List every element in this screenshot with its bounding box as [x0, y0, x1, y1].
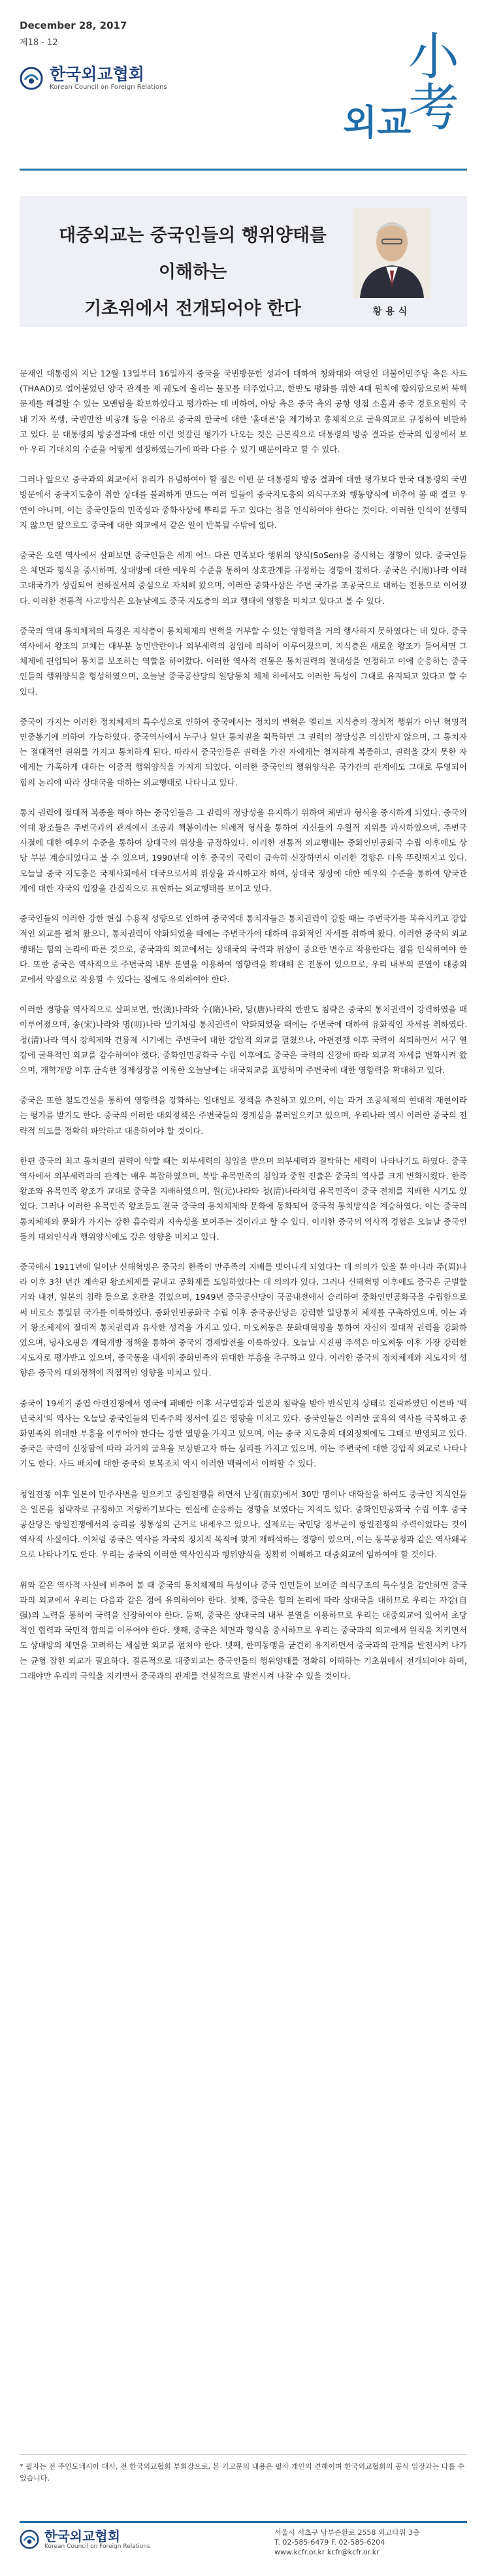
paragraph: 통치 권력에 절대적 복종을 해야 하는 중국인들은 그 권력의 정당성을 유지하기 위하여 체면과 형식을 중시하게 되었다. 중국의 역대 왕조들은 주변국과의 관계에서 조공과 책봉이라는 의례적 형식을 통하여 자신들의 우월적 지위를 과시하였으며, 주변국 사절에 대한 예우의 수준을 통하여 상대국의 위상을 규정하였다. 이러한 전통적 외교행태는 중화인민공화국 수립 이후에도 상당 부분 계승되었다고 볼 수 있으며, 1990년대 이후 중국의 국력이 급속히 신장하면서 이러한 경향은 더욱 뚜렷해지고 있다. 오늘날 중국 지도층은 국제사회에서 대국으로서의 위상을 과시하고자 하며, 상대국 정상에 대한 예우의 수준을 통하여 양국관계에 대한 자국의 입장을 간접적으로 표현하는 외교행태를 보이고 있다.	[20, 807, 467, 893]
footer-phone: T. 02-585-6479 F. 02-585-6204	[274, 2538, 385, 2547]
article-title	[49, 218, 336, 327]
footer-logo	[20, 2529, 150, 2550]
paragraph: 청일전쟁 이후 일본이 만주사변을 일으키고 중일전쟁을 하면서 난징(南京)에서 30만 명이나 대학살을 하여도 중국인 지식인들은 일본을 침략자로 규정하고 저항하기보다는 현실에 순응하는 경향을 보였다는 지적도 있다. 중화인민공화국 수립 이후 중국공산당은 항일전쟁에서의 승리를 정통성의 근거로 내세우고 있으나, 실제로는 국민당 정부군이 항일전쟁의 주력이었다는 것이 역사적 사실이다. 이처럼 중국은 역사를 자국의 정치적 목적에 맞게 재해석하는 경향이 있으며, 이는 동북공정과 같은 역사왜곡으로 나타나기도 한다. 우리는 중국의 이러한 역사인식과 행위양식을 정확히 이해하고 대중외교에 임하여야 할 것이다.	[20, 1489, 467, 1560]
paragraph: 한편 중국의 최고 통치권의 권력이 약할 때는 외부세력의 침입을 받으며 외부세력과 결탁하는 세력이 나타나기도 하였다. 중국역사에서 외부세력과의 관계는 매우 복잡하였으며, 북방 유목민족의 침입과 중원 진출은 중국의 역사를 크게 변화시켰다. 한족왕조와 유목민족 왕조가 교대로 중국을 지배하였으며, 원(元)나라와 청(淸)나라처럼 유목민족이 중국 전체를 지배한 시기도 있었다. 그러나 이러한 유목민족 왕조들도 결국 중국의 통치체제와 문화에 동화되어 중국적 통치방식을 계승하였다. 이는 중국의 통치체제와 문화가 가지는 강한 흡수력과 지속성을 보여주는 것이라고 할 수 있다. 이러한 중국의 역사적 경험은 오늘날 중국인들의 대외인식과 행위양식에도 깊은 영향을 미치고 있다.	[20, 1155, 467, 1242]
author-name: 황용식	[372, 306, 412, 317]
author-photo	[353, 208, 430, 298]
footer-contact	[274, 2528, 470, 2557]
header-logo-korean: 한국외교협회	[50, 65, 144, 84]
footer-web[interactable]: www.kcfr.or.kr kcfr@kcfr.or.kr	[274, 2548, 380, 2556]
paragraph: 중국은 오랜 역사에서 살펴보면 중국인들은 세계 어느 다른 민족보다 행위의 양식(SoSen)을 중시하는 경향이 있다. 중국인들은 체면과 형식을 중시하며, 상대방에 대한 예우의 수준을 통하여 상호관계를 규정하는 경향이 강하다. 중국은 주(周)나라 이래 고대국가가 성립되어 천하질서의 중심으로 자처해 왔으며, 이러한 중화사상은 주변 국가를 조공국으로 대하는 전통으로 이어졌다. 이러한 전통적 사고방식은 오늘날에도 중국 지도층의 외교 행태에 영향을 미치고 있다고 볼 수 있다.	[20, 550, 467, 606]
title-line-2: 기초위에서 전개되어야 한다	[84, 299, 301, 319]
paragraph: 그러나 앞으로 중국과의 외교에서 유리가 유념하여야 할 점은 이번 문 대통령의 방중 결과에 대한 평가보다 한국 대통령의 국빈방문에서 중국지도층이 취한 상대를 불쾌하게 만드는 여러 일들이 중국지도층의 의식구조와 행동양식에 비추어 볼 때 결코 우연이 아니며, 이는 중국인들의 민족성과 중화사상에 뿌리를 두고 있다는 점을 인식하여야 한다는 것이다. 이러한 인식이 선행되지 않으면 앞으로도 중국에 대한 외교에서 같은 일이 반복될 수밖에 없다.	[20, 474, 467, 530]
paragraph: 이러한 경향을 역사적으로 살펴보면, 한(漢)나라와 수(隋)나라, 당(唐)나라의 한반도 침략은 중국의 통치권력이 강력하였을 때 이루어졌으며, 송(宋)나라와 명(明)나라 말기처럼 통치권력이 약화되었을 때에는 주변국에 대하여 유화적인 자세를 취하였다. 청(淸)나라 역시 강희제와 건륭제 시기에는 주변국에 대한 강압적 외교를 펼쳤으나, 아편전쟁 이후 국력이 쇠퇴하면서 서구 열강에 굴욕적인 외교를 감수하여야 했다. 중화인민공화국 수립 이후에도 중국은 국력의 신장에 따라 외교적 자세를 변화시켜 왔으며, 개혁개방 이후 급속한 경제성장을 이룩한 오늘날에는 대국외교를 표방하며 주변국에 대한 영향력을 확대하고 있다.	[20, 1004, 467, 1075]
issue-number: 제18 - 12	[20, 38, 58, 48]
masthead-main: 외교	[343, 101, 412, 143]
title-line-1: 대중외교는 중국인들의 행위양태를 이해하는	[58, 225, 327, 282]
paragraph: 중국은 또한 철도건설을 통하여 영향력을 강화하는 일대일로 정책을 추진하고 있으며, 이는 과거 조공체제의 현대적 재현이라는 평가를 받기도 한다. 중국의 이러한 대외정책은 주변국들의 경계심을 불러일으키고 있으며, 우리나라 역시 이러한 중국의 전략적 의도를 정확히 파악하고 대응하여야 할 것이다.	[20, 1095, 467, 1136]
paragraph: 중국이 19세기 중엽 아편전쟁에서 영국에 패배한 이후 서구열강과 일본의 침략을 받아 반식민지 상태로 전락하였던 이른바 '백년국치'의 역사는 오늘날 중국인들의 민족주의 정서에 깊은 영향을 미치고 있다. 중국인들은 이러한 굴욕의 역사를 극복하고 중화민족의 위대한 부흥을 이루어야 한다는 강한 열망을 가지고 있으며, 이는 중국 지도층의 대외정책에도 그대로 반영되고 있다. 중국은 국력이 신장함에 따라 과거의 굴욕을 보상받고자 하는 심리를 가지고 있으며, 이는 주변국에 대한 강압적 외교로 나타나기도 한다. 사드 배치에 대한 중국의 보복조치 역시 이러한 맥락에서 이해할 수 있다.	[20, 1398, 467, 1469]
paragraph: 중국에서 1911년에 일어난 신해혁명은 중국의 한족이 만주족의 지배를 벗어나게 되었다는 데 의의가 있을 뿐 아니라 주(周)나라 이후 3천 년간 계속된 왕조체제를 끝내고 공화제를 도입하였다는 데 의의가 있다. 그러나 신해혁명 이후에도 중국은 군벌할거와 내전, 일본의 침략 등으로 혼란을 겪었으며, 1949년 중국공산당이 국공내전에서 승리하여 중화인민공화국을 수립함으로써 비로소 통일된 국가를 이룩하였다. 중화인민공화국 수립 이후 중국공산당은 강력한 일당통치 체제를 구축하였으며, 이는 과거 왕조체제의 절대적 통치권력과 유사한 성격을 가지고 있다. 마오쩌둥은 문화대혁명을 통하여 자신의 절대적 권력을 강화하였으며, 덩샤오핑은 개혁개방 정책을 통하여 중국의 경제발전을 이룩하였다. 오늘날 시진핑 주석은 마오쩌둥 이후 가장 강력한 지도자로 평가받고 있으며, 중국몽을 내세워 중화민족의 위대한 부흥을 추구하고 있다. 이러한 중국의 정치체제와 지도자의 성향은 중국의 대외정책에 직접적인 영향을 미치고 있다.	[20, 1261, 467, 1378]
paragraph: 위와 같은 역사적 사실에 비추어 볼 때 중국의 통치체제의 특성이나 중국 인민들이 보여준 의식구조의 특수성을 감안하면 중국과의 외교에서 우리는 다음과 같은 점에 유의하여야 한다. 첫째, 중국은 힘의 논리에 따라 상대국을 대하므로 우리는 자강(自强)의 노력을 통하여 국력을 신장하여야 한다. 둘째, 중국은 상대국의 내부 분열을 이용하므로 우리는 대중외교에 있어서 초당적인 협력과 국민적 합의를 이루어야 한다. 셋째, 중국은 체면과 형식을 중시하므로 우리는 중국과의 외교에서 원칙을 지키면서도 상대방의 체면을 고려하는 세심한 외교를 펼쳐야 한다. 넷째, 한미동맹을 굳건히 유지하면서 중국과의 관계를 발전시켜 나가는 균형 잡힌 외교가 필요하다. 결론적으로 대중외교는 중국인들의 행위양태를 정확히 이해하는 기초위에서 전개되어야 하며, 그래야만 우리의 국익을 지키면서 중국과의 관계를 건설적으로 발전시켜 나갈 수 있을 것이다.	[20, 1579, 467, 1681]
footer-divider	[20, 2521, 467, 2523]
author-portrait-icon	[353, 208, 430, 298]
header-divider	[20, 169, 467, 171]
footer-address: 서울시 서초구 남부순환로 2558 외교타워 3층	[274, 2528, 420, 2537]
paragraph: 중국의 역대 통치체제의 특징은 지식층이 통치체제의 변혁을 거부할 수 있는 영향력을 거의 행사하지 못하였다는 데 있다. 중국역사에서 왕조의 교체는 대부분 농민반란이나 외부세력의 침입에 의하여 이루어졌으며, 지식층은 새로운 왕조가 들어서면 그 체제에 편입되어 통치를 보조하는 역할을 하여왔다. 이러한 역사적 전통은 통치권력의 절대성을 인정하고 이에 순응하는 중국인들의 행위양식을 형성하였으며, 오늘날 중국공산당의 일당통치 체제 하에서도 이러한 특성이 그대로 유지되고 있다고 할 수 있다.	[20, 625, 467, 697]
masthead-vertical: 小考	[400, 29, 459, 131]
paragraph: 중국이 가지는 이러한 정치체제의 특수성으로 인하여 중국에서는 정치의 변혁은 엘리트 지식층의 정치적 행위가 아닌 혁명적 민중봉기에 의하여 가능하였다. 중국역사에서 누구나 일단 통치권을 획득하면 그 권력의 정당성은 의심받지 않으며, 그 통치자는 절대적인 권위를 가지고 통치하게 된다. 따라서 중국인들은 권력을 가진 자에게는 철저하게 복종하고, 권력을 갖지 못한 자에게는 가혹하게 대하는 이중적 행위양식을 가지게 되었다. 이러한 중국인의 행위양식은 국가간의 관계에도 그대로 투영되어 힘의 논리에 따라 상대국을 대하는 외교행태로 나타나고 있다.	[20, 716, 467, 787]
header-logo	[20, 65, 167, 91]
footnote-divider	[20, 2454, 467, 2455]
footer-logo-english: Korean Council on Foreign Relations	[44, 2543, 150, 2550]
issue-date: December 28, 2017	[20, 20, 127, 31]
council-emblem-icon	[20, 2530, 39, 2549]
council-emblem-icon	[20, 67, 43, 90]
header-logo-english: Korean Council on Foreign Relations	[50, 84, 167, 91]
author-footnote: * 필자는 전 주인도네시아 대사, 전 한국외교협회 부회장으로, 본 기고문의 내용은 필자 개인의 견해이며 한국외교협회의 공식 입장과는 다를 수 있습니다.	[20, 2462, 465, 2483]
footer-logo-korean: 한국외교협회	[44, 2528, 120, 2544]
paragraph: 문재인 대통령의 지난 12월 13일부터 16일까지 중국을 국빈방문한 성과에 대하여 청와대와 여당인 더불어민주당 측은 사드(THAAD)로 얼어붙었던 양국 관계를 제 궤도에 올리는 물꼬를 터주었다고, 한반도 평화를 위한 4대 원칙에 합의함으로써 북핵 문제를 해결할 수 있는 모멘텀을 확보하였다고 평가하는 데 비하여, 야당 측은 중국 측의 공항 영접 소홀과 중국 경호요원의 국내 기자 폭행, 국빈만찬 비공개 등을 이유로 중국의 한국에 대한 '홀대론'을 제기하고 총체적으로 굴욕외교로 규정하여 비판하고 있다. 문 대통령의 방중결과에 대한 이런 엇갈린 평가가 나오는 것은 근본적으로 대통령의 방중 결과를 한국의 입장에서 보아 우리 기대치의 수준을 어떻게 설정하였는가에 따라 다를 수 있기 때문이라고 할 수 있다.	[20, 369, 467, 455]
article-body	[20, 366, 467, 1698]
masthead	[336, 29, 467, 167]
paragraph: 중국인들의 이러한 강한 현실 수용적 성향으로 인하여 중국역대 통치자들은 통치권력이 강할 때는 주변국가를 복속시키고 강압적인 외교를 펼쳐 왔으나, 통치권력이 약화되었을 때에는 주변국가에 대하여 유화적인 자세를 취하여 왔다. 이러한 중국의 외교행태는 힘의 논리에 따른 것으로, 중국과의 외교에서는 상대국의 국력과 위상이 중요한 변수로 작용한다는 점을 인식하여야 한다. 또한 중국은 역사적으로 주변국의 내부 분열을 이용하여 영향력을 확대해 온 전통이 있으므로, 우리 내부의 분열이 대중외교에서 약점으로 작용할 수 있다는 점에도 유의하여야 한다.	[20, 914, 467, 984]
